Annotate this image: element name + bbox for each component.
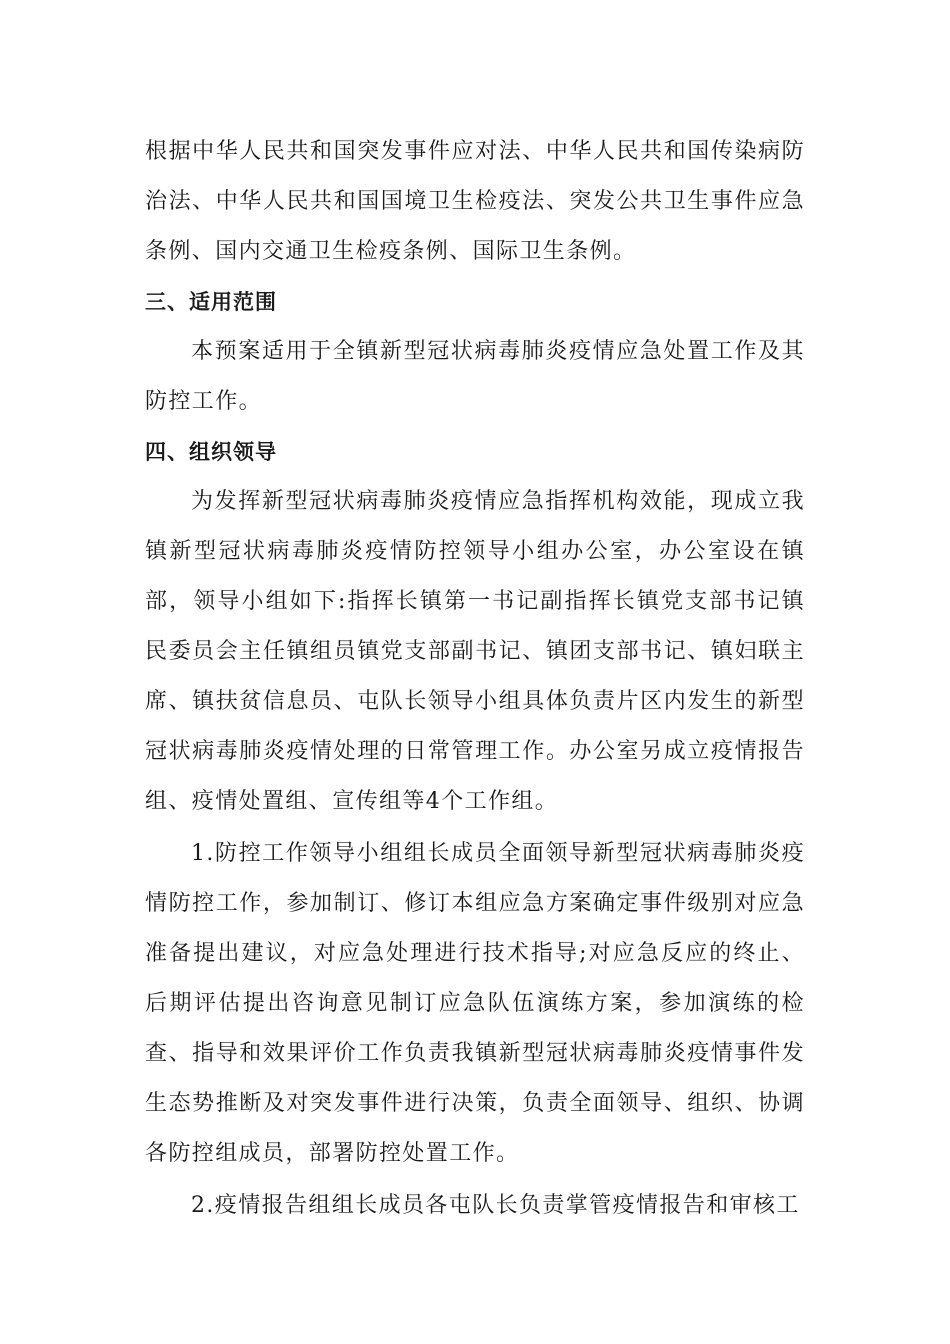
- heading-organization: 四、组织领导: [145, 440, 277, 464]
- paragraph-organization: 为发挥新型冠状病毒肺炎疫情应急指挥机构效能，现成立我镇新型冠状病毒肺炎疫情防控领导小组办公室，办公室设在镇部，领导小组如下:指挥长镇第一书记副指挥长镇党支部书记镇民委员会主任镇组员镇党支部副书记、镇团支部书记、镇妇联主席、镇扶贫信息员、屯队长领导小组具体负责片区内发生的新型冠状病毒肺炎疫情处理的日常管理工作。办公室另成立疫情报告组、疫情处置组、宣传组等4个工作组。: [145, 489, 805, 814]
- paragraph-scope: 本预案适用于全镇新型冠状病毒肺炎疫情应急处置工作及其防控工作。: [145, 339, 805, 414]
- list-item-1: 1.防控工作领导小组组长成员全面领导新型冠状病毒肺炎疫情防控工作，参加制订、修订本组应急方案确定事件级别对应急准备提出建议，对应急处理进行技术指导;对应急反应的终止、后期评估提出咨询意见制订应急队伍演练方案，参加演练的检查、指导和效果评价工作负责我镇新型冠状病毒肺炎疫情事件发生态势推断及对突发事件进行决策，负责全面领导、组织、协调各防控组成员，部署防控处置工作。: [145, 841, 805, 1166]
- heading-scope: 三、适用范围: [145, 290, 277, 314]
- list-item-2: 2.疫情报告组组长成员各屯队长负责掌管疫情报告和审核工: [191, 1193, 800, 1218]
- paragraph-legal-basis: 根据中华人民共和国突发事件应对法、中华人民共和国传染病防治法、中华人民共和国国境卫生检疫法、突发公共卫生事件应急条例、国内交通卫生检疫条例、国际卫生条例。: [145, 139, 805, 264]
- document-page: [145, 127, 805, 1231]
